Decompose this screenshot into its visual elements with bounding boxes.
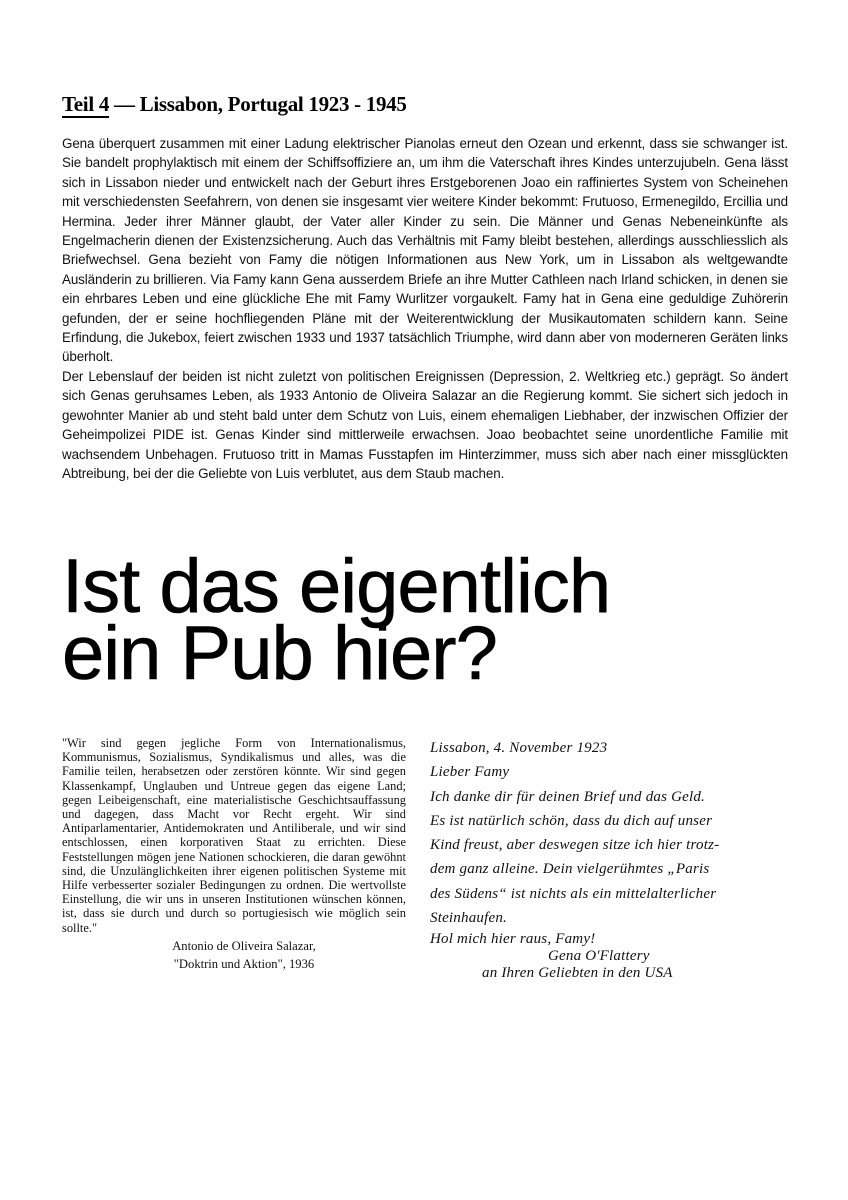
letter-line: Ich danke dir für deinen Brief und das Geld. — [430, 788, 705, 805]
letter-line: Kind freust, aber deswegen sitze ich hier trotz- — [430, 837, 720, 854]
letter-line: dem ganz alleine. Dein vielgerühmtes „Paris — [430, 861, 710, 878]
quote-source: "Doktrin und Aktion", 1936 — [173, 956, 315, 971]
letter-line: Es ist natürlich schön, dass du dich auf unser — [430, 812, 713, 829]
letter-line: des Südens“ ist nichts als ein mittelalterlicher — [430, 885, 717, 902]
part-label: Teil 4 — [62, 92, 110, 116]
body-text — [62, 134, 788, 483]
quote-author: Antonio de Oliveira Salazar, — [172, 938, 316, 953]
letter-signature: Gena O'Flattery — [548, 948, 650, 965]
section-title: — Lissabon, Portugal 1923 - 1945 — [109, 92, 407, 116]
letter-line: Steinhaufen. — [430, 910, 507, 927]
headline-line-1: Ist das eigentlich — [62, 544, 611, 629]
body-paragraph: Gena überquert zusammen mit einer Ladung elektrischer Pianolas erneut den Ozean und erkennt, dass sie schwanger ist. Sie bandelt prophylaktisch mit einem der Schiffsoffiziere an, um ihm die Vaterschaft ihres Kindes unterzujubeln. Gena lässt sich in Lissabon nieder und entwickelt nach der Geburt ihres Erstgeborenen Joao ein raffiniertes System von Scheinehen mit verschiedensten Seefahrern, von denen sie insgesamt vier weitere Kinder bekommt: Frutuoso, Ermenegildo, Ercillia und Hermina. Jeder ihrer Männer glaubt, der Vater aller Kinder zu sein. Die Männer und Genas Nebeneinkünfte als Engelmacherin dienen der Existenzsicherung. Auch das Verhältnis mit Famy bleibt bestehen, allerdings ausschliesslich als Briefwechsel. Gena bezieht von Famy die nötigen Informationen aus New York, um in Lissabon als weltgewandte Ausländerin zu brillieren. Via Famy kann Gena ausserdem Briefe an ihre Mutter Cathleen nach Irland schicken, in denen sie ein ehrbares Leben und eine glückliche Ehe mit Famy Wurlitzer vorgaukelt. Famy hat in Gena eine geduldige Zuhörerin gefunden, der er seine hochfliegenden Pläne mit der Weiterentwicklung der Musikautomaten schildern kann. Seine Erfindung, die Jukebox, feiert zwischen 1933 und 1937 tatsächlich Triumphe, wird dann aber von moderneren Geräten links überholt. — [62, 136, 788, 365]
headline-line-2: ein Pub hier? — [62, 611, 497, 696]
headline — [62, 544, 822, 696]
letter-addressee: an Ihren Geliebten in den USA — [482, 965, 673, 982]
letter-salutation: Lieber Famy — [430, 764, 510, 781]
quote-attribution — [62, 937, 406, 973]
section-heading — [62, 92, 407, 117]
letter-date-line: Lissabon, 4. November 1923 — [430, 740, 608, 756]
quote-block — [62, 736, 406, 973]
quote-text: "Wir sind gegen jegliche Form von Internationalismus, Kommunismus, Sozialismus, Syndikalismus und alles, was die Familie teilen, herabsetzen oder zerstören könnte. Wir sind gegen Klassenkampf, Unglauben und Untreue gegen das eigene Land; gegen Leibeigenschaft, eine materialistische Geschichtsauffassung und dagegen, dass Macht vor Recht ergeht. Wir sind Antiparlamentarier, Antidemokraten und Antiliberale, und wir sind entschlossen, einen korporativen Staat zu errichten. Diese Feststellungen mögen jene Nationen schockieren, die daran gewöhnt sind, die Unzulänglichkeiten ihrer eigenen politischen Systeme mit Hilfe verbesserter sozialer Bedingungen zu ordnen. Die wertvollste Einstellung, die wir uns in unseren Institutionen wünschen können, ist, dass sie durch und durch so portugiesisch wie möglich sein sollte." — [62, 736, 406, 935]
handwritten-letter — [430, 736, 830, 982]
body-paragraph: Der Lebenslauf der beiden ist nicht zuletzt von politischen Ereignissen (Depression, 2. Weltkrieg etc.) geprägt. So ändert sich Genas geruhsames Leben, als 1933 Antonio de Oliveira Salazar an die Regierung kommt. Sie sichert sich jedoch in gewohnter Manier ab und steht bald unter dem Schutz von Luis, einem ehemaligen Liebhaber, der inzwischen Offizier der Geheimpolizei PIDE ist. Genas Kinder sind mittlerweile erwachsen. Joao beobachtet seine unordentliche Familie mit wachsendem Unbehagen. Frutuoso tritt in Mamas Fusstapfen im Hinterzimmer, muss sich aber nach einer missglückten Abtreibung, bei der die Geliebte von Luis verblutet, aus dem Staub machen. — [62, 368, 788, 481]
letter-closing: Hol mich hier raus, Famy! — [430, 931, 596, 948]
